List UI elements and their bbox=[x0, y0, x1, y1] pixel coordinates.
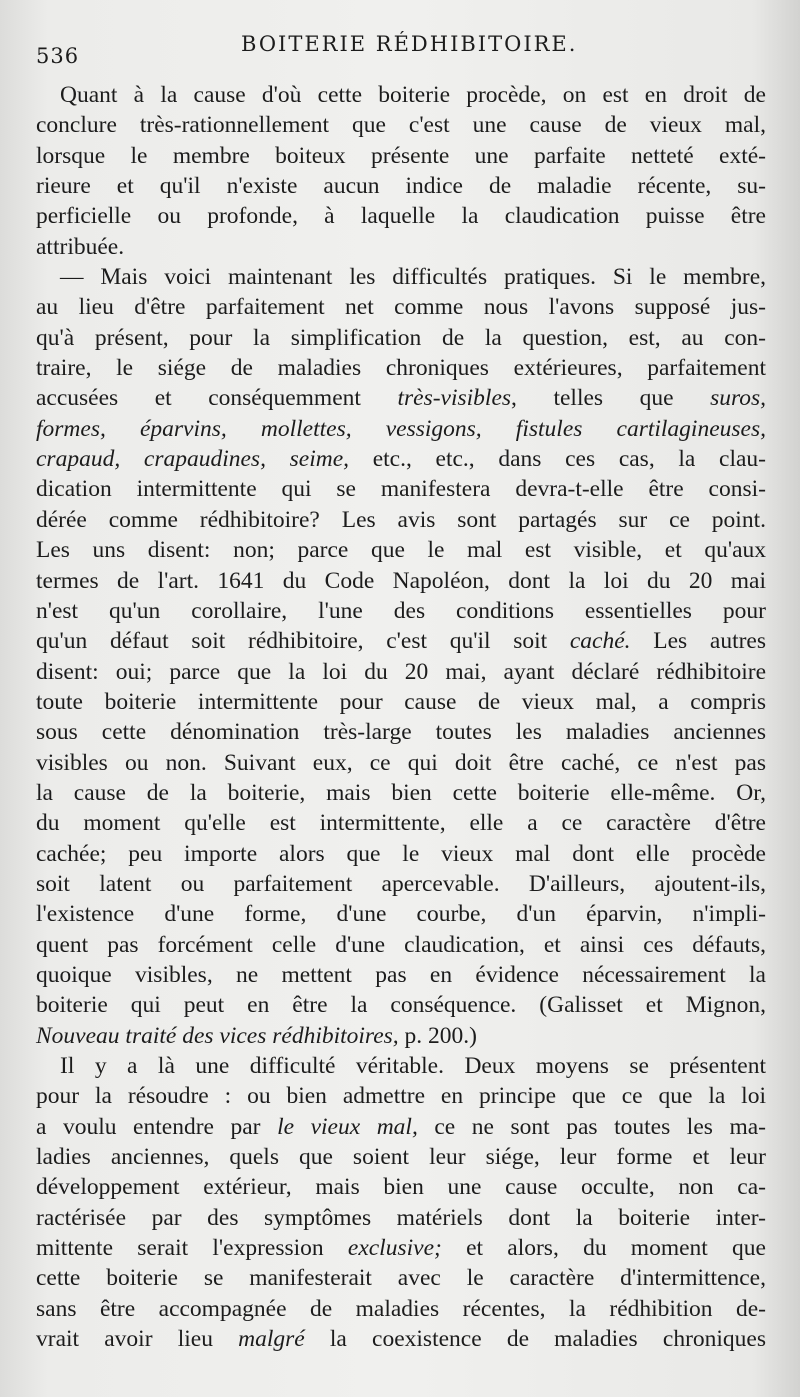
text-line: termes de l'art. 1641 du Code Napoléon, dont la loi du 20 mai bbox=[36, 567, 766, 594]
text-line: crapaud, crapaudines, seime, etc., etc., dans ces cas, la clau- bbox=[36, 446, 766, 473]
text-line: n'est qu'un corollaire, l'une des conditions essentielles pour bbox=[36, 597, 766, 624]
page-header bbox=[36, 30, 770, 66]
text-line: formes, éparvins, mollettes, vessigons, fistules cartilagineuses, bbox=[36, 415, 766, 442]
text-line: a voulu entendre par le vieux mal, ce ne sont pas toutes les ma- bbox=[36, 1113, 766, 1140]
text-line: pour la résoudre : ou bien admettre en principe que ce que la loi bbox=[36, 1083, 766, 1110]
text-line: lorsque le membre boiteux présente une parfaite netteté exté- bbox=[36, 142, 766, 169]
text-line: dication intermittente qui se manifestera devra-t-elle être consi- bbox=[36, 476, 766, 503]
text-line: la cause de la boiterie, mais bien cette boiterie elle-même. Or, bbox=[36, 779, 766, 806]
text-line: toute boiterie intermittente pour cause de vieux mal, a compris bbox=[36, 688, 766, 715]
text-line: cachée; peu importe alors que le vieux mal dont elle procède bbox=[36, 840, 766, 867]
text-line: dérée comme rédhibitoire? Les avis sont partagés sur ce point. bbox=[36, 506, 766, 533]
text-line: visibles ou non. Suivant eux, ce qui doit être caché, ce n'est pas bbox=[36, 749, 766, 776]
text-line: développement extérieur, mais bien une cause occulte, non ca- bbox=[36, 1174, 766, 1201]
text-line: quoique visibles, ne mettent pas en évidence nécessairement la bbox=[36, 961, 766, 988]
text-line: quent pas forcément celle d'une claudication, et ainsi ces défauts, bbox=[36, 931, 766, 958]
text-line: soit latent ou parfaitement apercevable. D'ailleurs, ajoutent-ils, bbox=[36, 870, 766, 897]
text-line: perficielle ou profonde, à laquelle la claudication puisse être bbox=[36, 203, 766, 230]
text-line: qu'un défaut soit rédhibitoire, c'est qu'il soit caché. Les autres bbox=[36, 628, 767, 655]
text-line: Quant à la cause d'où cette boiterie procède, on est en droit de bbox=[60, 82, 766, 108]
text-line: du moment qu'elle est intermittente, elle a ce caractère d'être bbox=[36, 810, 766, 837]
text-line: disent: oui; parce que la loi du 20 mai, ayant déclaré rédhibitoire bbox=[36, 658, 766, 685]
page-body bbox=[36, 80, 766, 1354]
text-line: accusées et conséquemment très-visibles, telles que suros, bbox=[36, 385, 767, 412]
text-line: l'existence d'une forme, d'une courbe, d'un éparvin, n'impli- bbox=[36, 901, 766, 928]
text-line: ractérisée par des symptômes matériels dont la boiterie inter- bbox=[36, 1204, 766, 1231]
text-line: Les uns disent: non; parce que le mal est visible, et qu'aux bbox=[36, 537, 766, 564]
text-line: conclure très-rationnellement que c'est une cause de vieux mal, bbox=[36, 112, 766, 139]
text-line: au lieu d'être parfaitement net comme nous l'avons supposé jus- bbox=[36, 294, 766, 321]
text-line: sans être accompagnée de maladies récentes, la rédhibition de- bbox=[36, 1295, 766, 1322]
text-line: sous cette dénomination très-large toutes les maladies anciennes bbox=[36, 719, 766, 746]
page-number: 536 bbox=[36, 44, 80, 68]
text-line: cette boiterie se manifesterait avec le caractère d'intermittence, bbox=[36, 1265, 766, 1292]
text-line: attribuée. bbox=[36, 233, 125, 260]
text-line: Nouveau traité des vices rédhibitoires, p. 200.) bbox=[36, 1022, 477, 1049]
text-line: — Mais voici maintenant les difficultés pratiques. Si le membre, bbox=[60, 264, 766, 291]
text-line: boiterie qui peut en être la conséquence. (Galisset et Mignon, bbox=[36, 992, 766, 1019]
text-line: qu'à présent, pour la simplification de la question, est, au con- bbox=[36, 324, 766, 351]
text-line: mittente serait l'expression exclusive; et alors, du moment que bbox=[36, 1235, 766, 1262]
text-line: vrait avoir lieu malgré la coexistence de maladies chroniques bbox=[36, 1326, 766, 1353]
text-line: Il y a là une difficulté véritable. Deux moyens se présentent bbox=[60, 1053, 766, 1079]
text-line: rieure et qu'il n'existe aucun indice de maladie récente, su- bbox=[36, 173, 766, 200]
text-line: ladies anciennes, quels que soient leur siége, leur forme et leur bbox=[36, 1144, 766, 1171]
text-line: traire, le siége de maladies chroniques extérieures, parfaitement bbox=[36, 355, 766, 382]
running-title: BOITERIE RÉDHIBITOIRE. bbox=[241, 32, 578, 56]
